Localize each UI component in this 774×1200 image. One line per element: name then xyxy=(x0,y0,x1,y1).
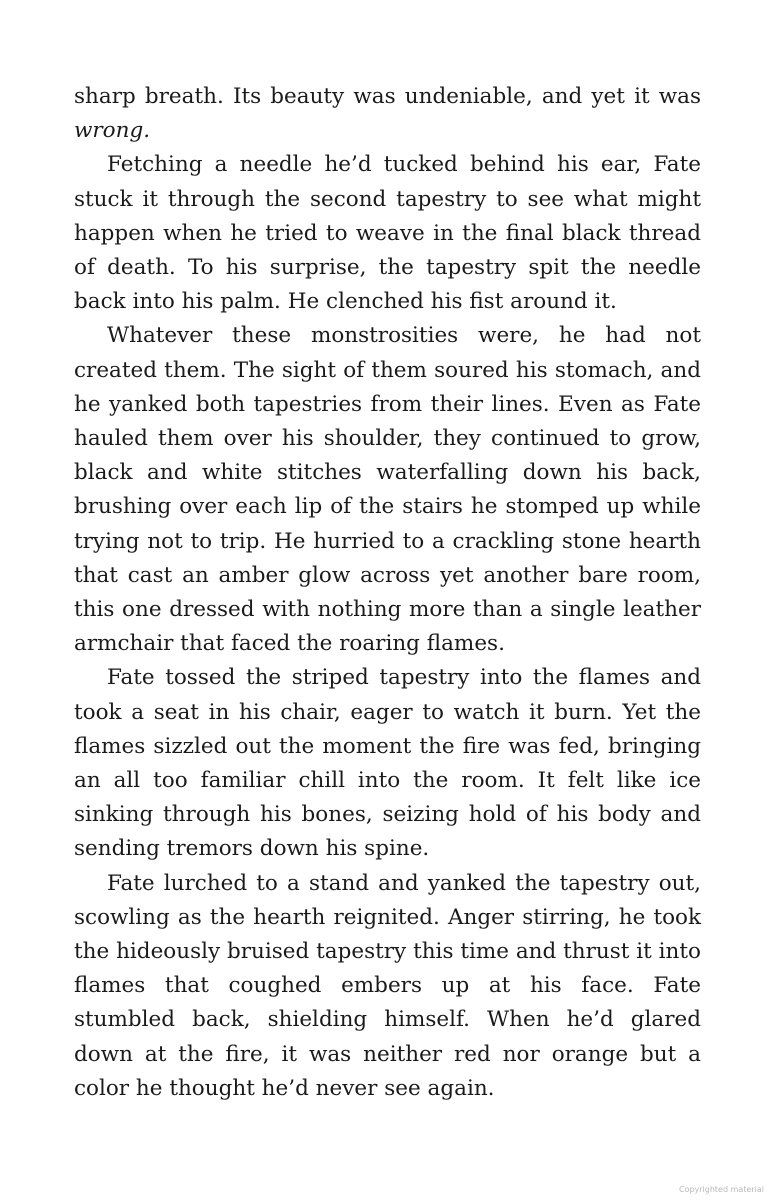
paragraph-2-text: Fetching a needle he’d tucked behind his ear, Fate stuck it through the second tapestry to see what might happen when he tried to weave in the final black thread of death. To his surprise, the tapestry spit the needle back into his palm. He clenched his fist around it. xyxy=(74,152,701,315)
book-page-text xyxy=(74,80,701,1106)
paragraph-1 xyxy=(74,80,701,148)
copyright-notice: Copyrighted material xyxy=(678,1185,764,1194)
paragraph-1-emphasis: wrong. xyxy=(74,118,151,144)
paragraph-5-text: Fate lurched to a stand and yanked the tapestry out, scowling as the hearth reignited. Anger stirring, he took the hideously bruised tapestry this time and thrust it into flames that coughed embers up at his face. Fate stumbled back, shielding himself. When he’d glared down at the fire, it was neither red nor orange but a color he thought he’d never see again. xyxy=(74,870,701,1101)
paragraph-3-text: Whatever these monstrosities were, he had not created them. The sight of them soured his stomach, and he yanked both tapestries from their lines. Even as Fate hauled them over his shoulder, they continued to grow, black and white stitches waterfalling down his back, brushing over each lip of the stairs he stomped up while trying not to trip. He hurried to a crackling stone hearth that cast an amber glow across yet another bare room, this one dressed with nothing more than a single leather armchair that faced the roaring flames. xyxy=(74,323,701,657)
paragraph-2 xyxy=(74,148,701,319)
paragraph-4 xyxy=(74,661,701,866)
paragraph-1-text: sharp breath. Its beauty was undeniable, and yet it was xyxy=(74,84,701,109)
paragraph-5 xyxy=(74,867,701,1106)
paragraph-4-text: Fate tossed the striped tapestry into the flames and took a seat in his chair, eager to watch it burn. Yet the flames sizzled out the moment the fire was fed, bringing an all too familiar chill into the room. It felt like ice sinking through his bones, seizing hold of his body and sending tremors down his spine. xyxy=(74,665,701,862)
paragraph-3 xyxy=(74,319,701,661)
